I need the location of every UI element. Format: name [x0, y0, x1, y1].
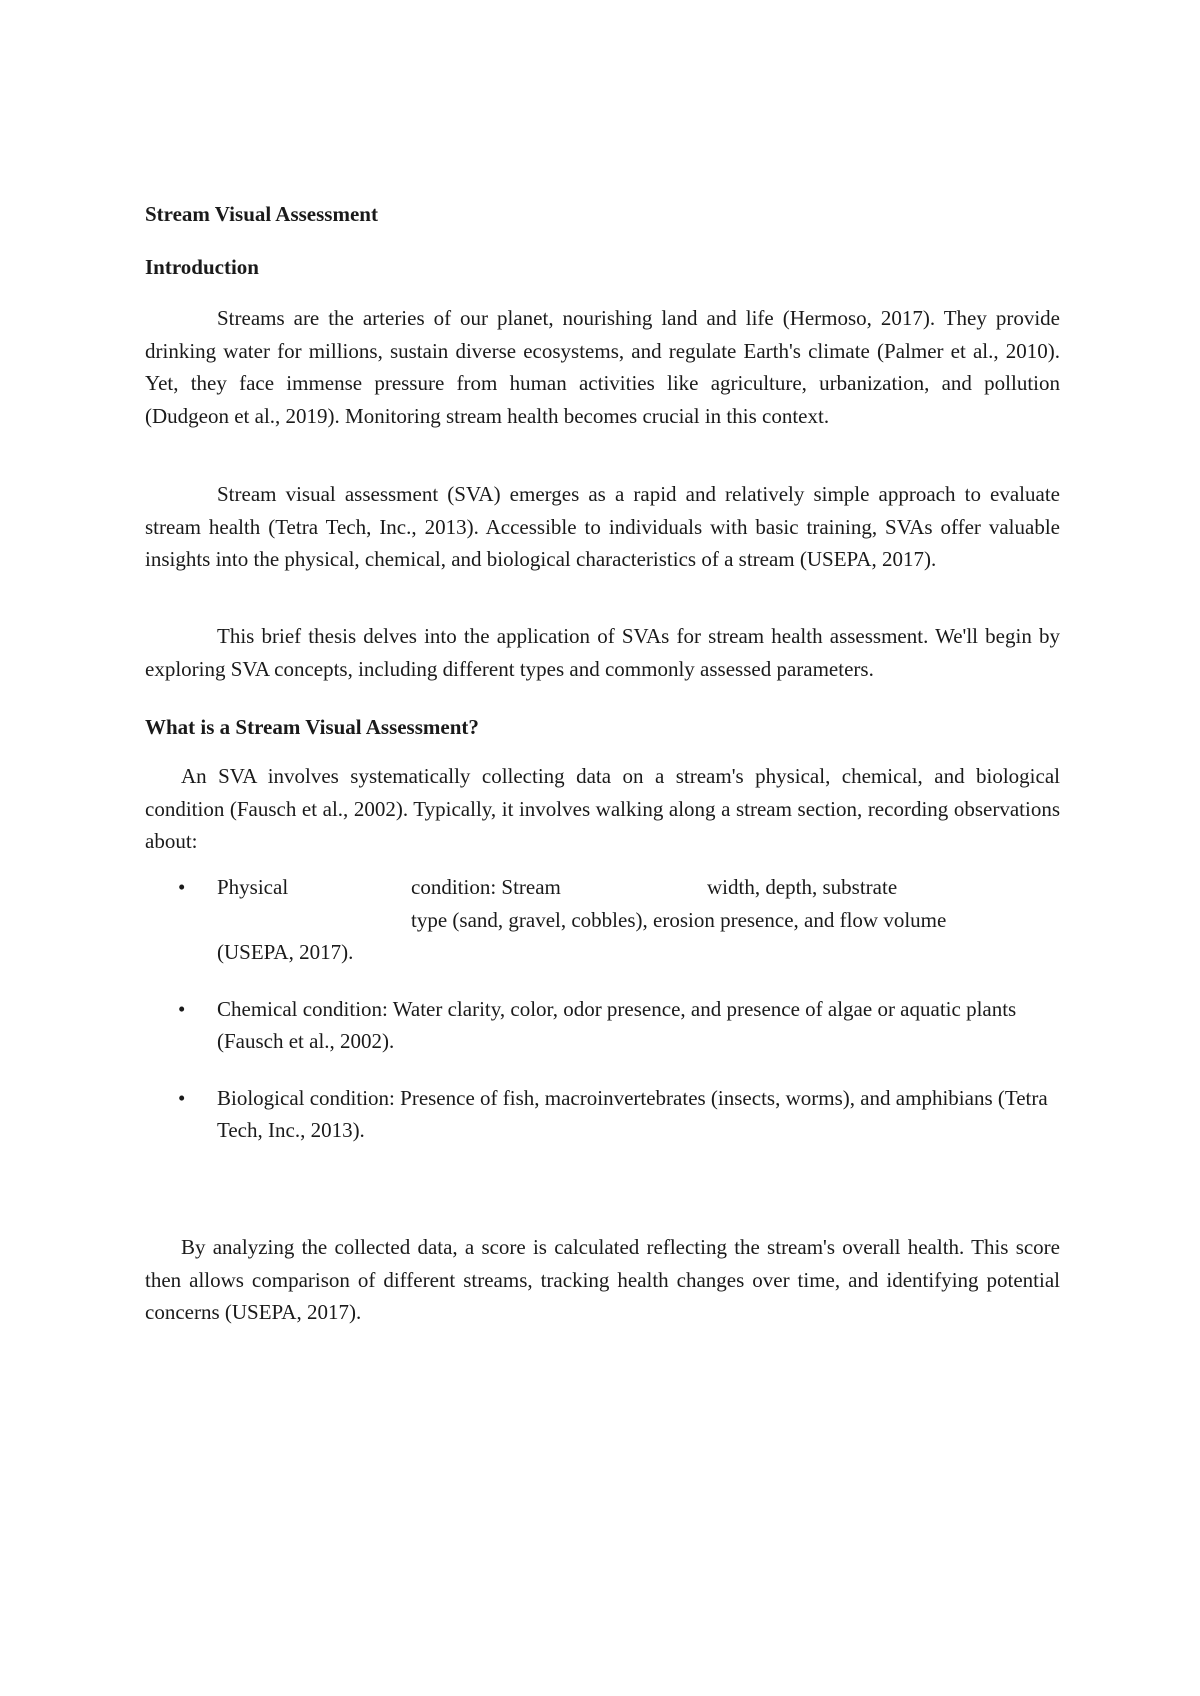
chemical-text: Chemical condition: Water clarity, color, odor presence, and presence of algae or aquatic plants (Fausch et al., 2002).: [217, 996, 1017, 1053]
list-item-physical: [145, 871, 1060, 969]
physical-condition-text: condition: Stream: [411, 875, 561, 899]
physical-label: Physical: [217, 875, 289, 899]
paragraph-text: This brief thesis delves into the application of SVAs for stream health assessment. We'll begin by exploring SVA concepts, including different types and commonly assessed parameters.: [145, 624, 1060, 681]
physical-line-3: (USEPA, 2017).: [217, 940, 354, 964]
intro-paragraph-2: [145, 478, 1060, 576]
bullet-icon: •: [178, 996, 186, 1021]
list-item-chemical: [145, 993, 1060, 1058]
biological-text: Biological condition: Presence of fish, macroinvertebrates (insects, worms), and amphibians (Tetra Tech, Inc., 2013).: [217, 1085, 1048, 1142]
physical-line-1: [217, 871, 1060, 904]
paragraph-text: By analyzing the collected data, a score is calculated reflecting the stream's overall health. This score then allows comparison of different streams, tracking health changes over time, and identifying potential concerns (USEPA, 2017).: [145, 1235, 1060, 1324]
what-is-heading: What is a Stream Visual Assessment?: [145, 715, 479, 739]
paragraph-text: Stream visual assessment (SVA) emerges as a rapid and relatively simple approach to evaluate stream health (Tetra Tech, Inc., 2013). Accessible to individuals with basic training, SVAs offer valuable insights into the physical, chemical, and biological characteristics of a stream (USEPA, 2017).: [145, 482, 1060, 571]
physical-line-2: type (sand, gravel, cobbles), erosion presence, and flow volume: [411, 907, 947, 932]
closing-paragraph: [145, 1231, 1060, 1329]
document-title: Stream Visual Assessment: [145, 202, 378, 226]
introduction-heading: Introduction: [145, 255, 259, 279]
intro-paragraph-1: [145, 302, 1060, 432]
condition-list: [145, 871, 1060, 1171]
paragraph-text: An SVA involves systematically collecting data on a stream's physical, chemical, and biological condition (Fausch et al., 2002). Typically, it involves walking along a stream section, recording observations about:: [145, 764, 1060, 853]
list-item-biological: [145, 1082, 1060, 1147]
physical-measures-text: width, depth, substrate: [707, 875, 898, 899]
bullet-icon: •: [178, 1085, 186, 1110]
bullet-icon: •: [178, 875, 186, 899]
paragraph-text: Streams are the arteries of our planet, nourishing land and life (Hermoso, 2017). They provide drinking water for millions, sustain diverse ecosystems, and regulate Earth's climate (Palmer et al., 2010). Yet, they face immense pressure from human activities like agriculture, urbanization, and pollution (Dudgeon et al., 2019). Monitoring stream health becomes crucial in this context.: [145, 306, 1060, 428]
what-is-lead-paragraph: [145, 760, 1060, 858]
intro-paragraph-3: [145, 620, 1060, 685]
